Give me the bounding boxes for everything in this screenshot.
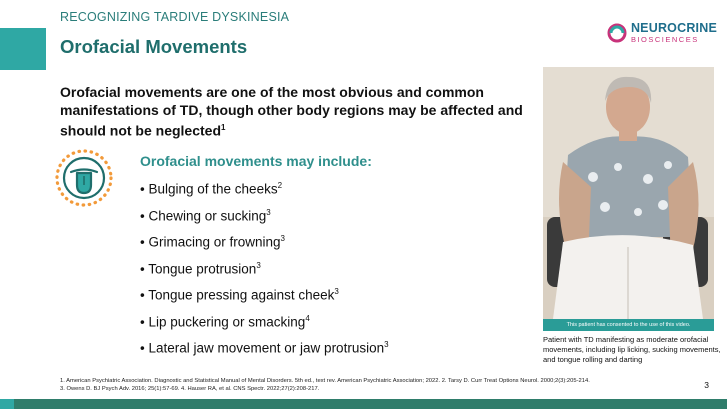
tongue-face-icon: [54, 148, 114, 208]
footer-accent: [0, 399, 14, 409]
video-caption: Patient with TD manifesting as moderate orofacial movements, including lip licking, sucking movements, and tongue rolling and darting: [543, 335, 721, 364]
list-item: • Lateral jaw movement or jaw protrusion$^3$: [140, 340, 389, 356]
list-item: • Grimacing or frowning$^3$: [140, 234, 285, 250]
logo-name: NEUROCRINE: [630, 21, 717, 35]
intro-paragraph: [60, 83, 530, 140]
slide-title: Orofacial Movements: [60, 36, 248, 57]
patient-illustration: [543, 67, 714, 331]
company-logo: [607, 22, 717, 43]
consent-banner: This patient has consented to the use of this video.: [543, 319, 714, 331]
list-item: • Lip puckering or smacking$^4$: [140, 313, 310, 329]
reference-line: 3. Owens D. BJ Psych Adv. 2016; 25(1):57-69. 4. Hauser RA, et al. CNS Spectr. 2022;27(2):208-217.: [60, 386, 320, 392]
references: [60, 377, 680, 393]
footer-band: [0, 399, 727, 409]
list-item: • Bulging of the cheeks$^2$: [140, 181, 283, 197]
movement-list: [140, 177, 389, 363]
neurocrine-logo-mark-icon: [607, 23, 627, 43]
patient-video[interactable]: [543, 67, 714, 331]
page-number: 3: [704, 380, 709, 390]
list-item: • Tongue protrusion$^3$: [140, 260, 261, 276]
intro-ref: 1: [221, 123, 226, 132]
list-item: • Tongue pressing against cheek$^3$: [140, 287, 339, 303]
intro-text: Orofacial movements are one of the most obvious and common manifestations of TD, though other body regions may be affected and should not be neglected: [60, 84, 523, 139]
logo-subtitle: BIOSCIENCES: [630, 34, 699, 44]
title-accent-bar: [0, 28, 46, 70]
list-item: • Chewing or sucking$^3$: [140, 207, 271, 223]
list-heading: Orofacial movements may include:: [140, 153, 372, 169]
reference-line: 1. American Psychiatric Association. Diagnostic and Statistical Manual of Mental Disorders. 5th ed., text rev. American Psychiatric Association; 2022. 2. Tarsy D. Curr Treat Options Neurol. 2000;2(3):205-214.: [60, 378, 590, 384]
section-kicker: RECOGNIZING TARDIVE DYSKINESIA: [60, 10, 290, 24]
